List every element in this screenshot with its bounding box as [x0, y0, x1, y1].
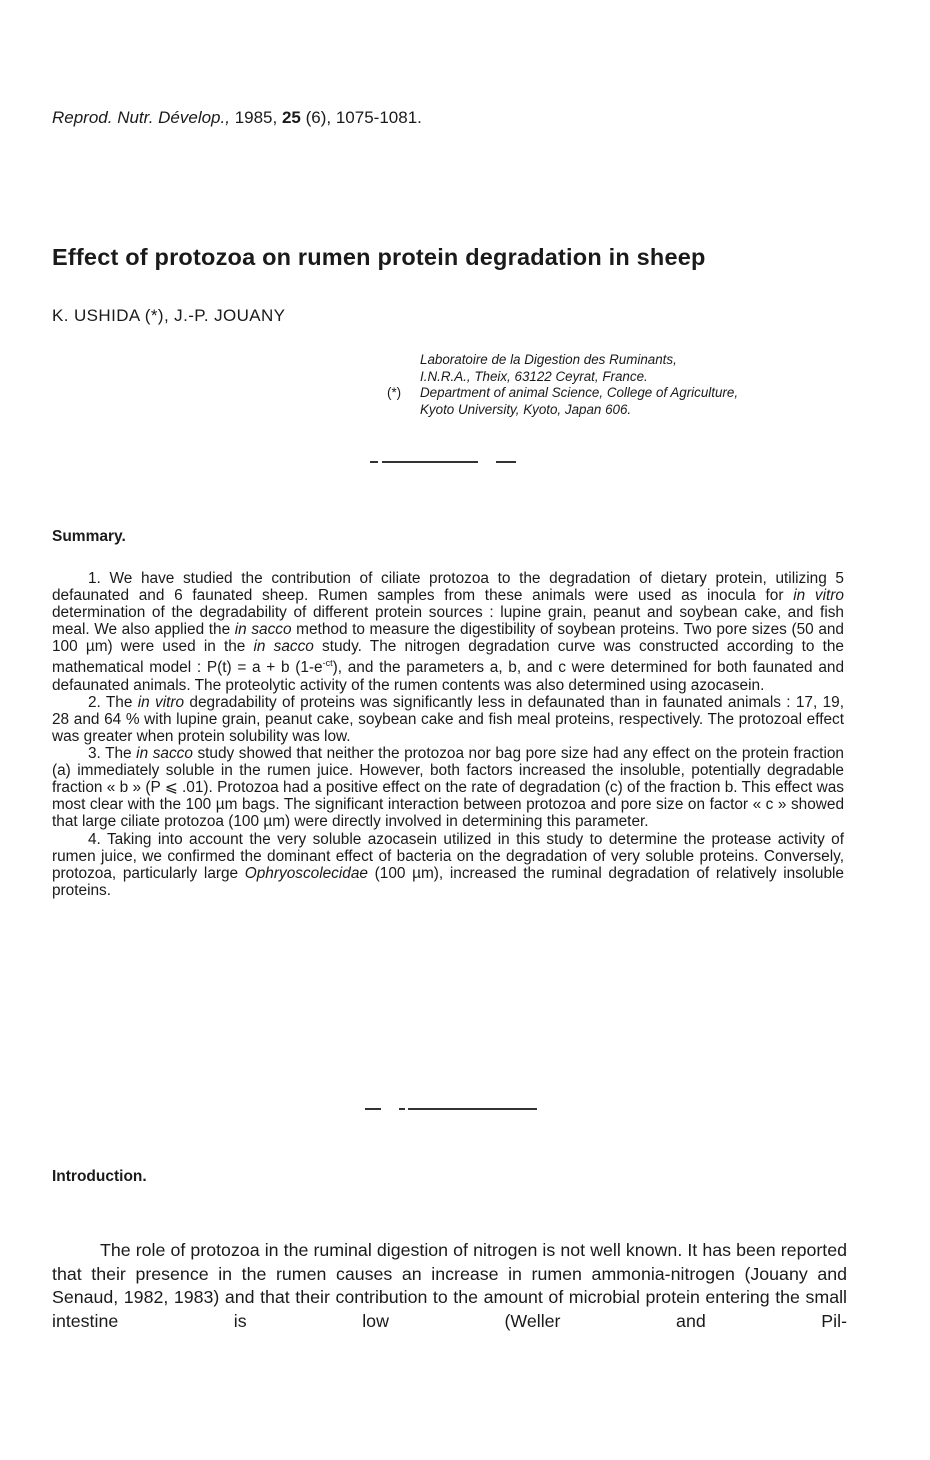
separator-dash-1 — [370, 461, 378, 463]
affiliation-line-2: I.N.R.A., Theix, 63122 Ceyrat, France. — [420, 368, 648, 384]
summary-paragraph-3: 3. The in sacco study showed that neither the protozoa nor bag pore size had any effect on the protein fraction (a) immediately soluble in the rumen juice. However, both factors increased the insoluble, potentially degradable fraction « b » (P ⩽ .01). Protozoa had a positive effect on the rate of degradation (c) of the fraction b. This effect was most clear with the 100 µm bags. The significant interaction between protozoa and pore size on factor « c » showed that large ciliate protozoa (100 µm) were directly involved in determining this parameter. — [52, 745, 844, 831]
introduction-heading: Introduction. — [52, 1168, 147, 1185]
journal-issue-pages: (6), 1075-1081. — [305, 108, 422, 127]
affiliation-line-3: Department of animal Science, College of Agriculture, — [420, 385, 739, 400]
summary-paragraph-2: 2. The in vitro degradability of proteins was significantly less in defaunated than in faunated animals : 17, 19, 28 and 64 % with lupine grain, peanut cake, soybean cake and fish meal proteins, respectively. The protozoal effect was greater when protein solubility was low. — [52, 693, 844, 745]
journal-volume: 25 — [281, 108, 301, 127]
journal-citation — [52, 108, 422, 128]
affiliation-line-4: Kyoto University, Kyoto, Japan 606. — [420, 401, 632, 417]
affiliation-marker: (*) — [387, 385, 402, 400]
introduction-body — [52, 1239, 847, 1333]
separator-rule-2 — [408, 1108, 537, 1110]
summary-heading: Summary. — [52, 528, 126, 545]
separator-dash-4 — [399, 1108, 405, 1110]
separator-rule-1 — [382, 461, 478, 463]
affiliation-line-1: Laboratoire de la Digestion des Ruminants, — [420, 352, 677, 367]
summary-body — [52, 570, 844, 899]
separator-dash-2 — [496, 461, 516, 463]
journal-name: Reprod. Nutr. Dévelop., — [52, 108, 230, 127]
paper-title: Effect of protozoa on rumen protein degradation in sheep — [52, 244, 706, 270]
journal-year: 1985, — [234, 108, 278, 127]
separator-dash-3 — [365, 1108, 381, 1110]
summary-paragraph-4: 4. Taking into account the very soluble azocasein utilized in this study to determine the protease activity of rumen juice, we confirmed the dominant effect of bacteria on the degradation of very soluble proteins. Conversely, protozoa, particularly large Ophryoscolecidae (100 µm), increased the ruminal degradation of relatively insoluble proteins. — [52, 830, 844, 899]
affiliations — [388, 352, 888, 418]
summary-paragraph-1: 1. We have studied the contribution of ciliate protozoa to the degradation of dietary protein, utilizing 5 defaunated and 6 faunated sheep. Rumen samples from these animals were used as inocula for in vitro determination of the degradability of different protein sources : lupine grain, peanut and soybean cake, and fish meal. We also applied the in sacco method to measure the digestibility of soybean proteins. Two pore sizes (50 and 100 µm) were used in the in sacco study. The nitrogen degradation curve was constructed according to the mathematical model : P(t) = a + b $(1-e^{-ct})$, and the parameters a, b, and c were determined for both faunated and defaunated animals. The proteolytic activity of the rumen contents was also determined using azocasein. — [52, 570, 845, 694]
paper-authors: K. USHIDA (*), J.-P. JOUANY — [52, 306, 286, 325]
introduction-paragraph: The role of protozoa in the ruminal digestion of nitrogen is not well known. It has been reported that their presence in the rumen causes an increase in rumen ammonia-nitrogen (Jouany and Senaud, 1982, 1983) and that their contribution to the amount of microbial protein entering the small intestine is low (Weller and Pil- — [52, 1240, 847, 1331]
